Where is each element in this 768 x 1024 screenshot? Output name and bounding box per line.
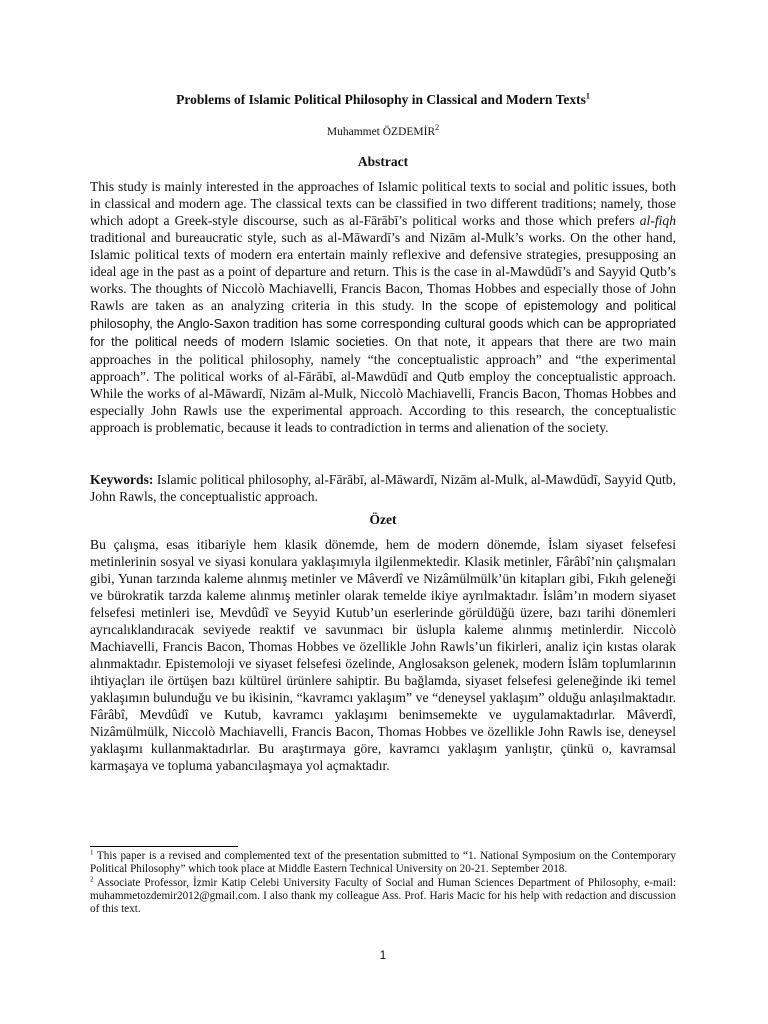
paper-title xyxy=(90,92,676,108)
author-line xyxy=(90,123,676,138)
page-number: 1 xyxy=(379,948,387,962)
footnote-1-mark: 1 xyxy=(90,848,94,857)
abstract-heading: Abstract xyxy=(357,154,409,169)
footnote-separator xyxy=(90,846,238,847)
author-name: Muhammet ÖZDEMİR xyxy=(326,126,436,138)
abstract-italic-term: al-fiqh xyxy=(639,213,676,228)
paper-title-text: Problems of Islamic Political Philosophy in Classical and Modern Texts xyxy=(176,92,586,107)
abstract-body xyxy=(90,178,676,436)
footnote-2-mark: 2 xyxy=(90,874,94,883)
keywords-paragraph xyxy=(90,471,676,505)
abstract-sans-sentence: In the scope of epistemology and political philosophy, the Anglo-Saxon tradition has some corresponding cultural goods which can be appropriated for the political needs of modern Islamic societies. xyxy=(90,299,676,349)
footnotes xyxy=(90,850,676,916)
footnote-2 xyxy=(90,874,676,917)
abstract-text-part-3: On that note, it appears that there are two main approaches in the political philosophy, namely “the conceptualistic approach” and “the experimental approach”. The political works of al-Fārābī, al-Mawdūdī and Qutb employ the conceptualistic approach. While the works of al-Māwardī, Nizām al-Mulk, Niccolò Machiavelli, Francis Bacon, Thomas Hobbes and especially John Rawls use the experimental approach. According to this research, the conceptualistic approach is problematic, because it leads to contradiction in terms and alienation of the society. xyxy=(90,334,676,435)
ozet-heading: Özet xyxy=(369,512,397,527)
abstract-text-part-1: This study is mainly interested in the approaches of Islamic political texts to social and politic issues, both in classical and modern age. The classical texts can be classified in two different traditions; namely, those which adopt a Greek-style discourse, such as al-Fārābī’s political works and those which prefers xyxy=(90,179,676,228)
footnote-1 xyxy=(90,850,676,877)
author-footnote-mark: 2 xyxy=(435,123,440,133)
footnote-1-text: This paper is a revised and complemented text of the presentation submitted to “1. National Symposium on the Contemporary Political Philosophy” which took place at Middle Eastern Technical University on 20-21. September 2018. xyxy=(90,850,676,876)
abstract-text-part-2: traditional and bureaucratic style, such as al-Māwardī’s and Nizām al-Mulk’s works. On the other hand, Islamic political texts of modern era entertain mainly reflexive and defensive strategies, presupposing an ideal age in the past as a point of departure and return. This is the case in al-Mawdūdī’s and Sayyid Qutb’s works. The thoughts of Niccolò Machiavelli, Francis Bacon, Thomas Hobbes and especially those of John Rawls are taken as an analyzing criteria in this study. xyxy=(90,230,676,313)
footnote-2-text: Associate Professor, İzmir Katip Celebi University Faculty of Social and Human Sciences Department of Philosophy, e-mail: muhammetozdemir2012@gmail.com. I also thank my colleague Ass. Prof. Haris Macic for his help with redaction and discussion of this text. xyxy=(90,876,676,916)
keywords-label: Keywords: xyxy=(90,472,154,487)
ozet-body: Bu çalışma, esas itibariyle hem klasik dönemde, hem de modern dönemde, İslam siyaset felsefesi metinlerinin sosyal ve siyasi konulara yaklaşımıyla ilgilenmektedir. Klasik metinler, Fârâbî’nin çalışmaları gibi, Yunan tarzında kaleme alınmış metinler ve Mâverdî ve Nizâmülmülk’ün kitapları gibi, Fıkıh geleneği ve bürokratik tarzda kaleme alınmış metinler olarak temelde ikiye ayrılmaktadır. İslâm’ın modern siyaset felsefesi metinleri ise, Mevdûdî ve Seyyid Kutub’un eserlerinde görüldüğü üzere, bazı tarihi dönemleri ayrıcalıklandıracak seviyede reaktif ve savunmacı bir üslupla kaleme alınmış metinlerdir. Niccolò Machiavelli, Francis Bacon, Thomas Hobbes ve özellikle John Rawls’un fikirleri, analiz için kıstas olarak alınmaktadır. Epistemoloji ve siyaset felsefesi özelinde, Anglosakson gelenek, modern İslâm toplumlarının ihtiyaçları ile örtüşen bazı kültürel ürünlere sahiptir. Bu bağlamda, siyaset felsefesi geleneğinde iki temel yaklaşımın bulunduğu ve bu ikisinin, “kavramcı yaklaşım” ve “deneysel yaklaşım” olduğu anlaşılmaktadır. Fârâbî, Mevdûdî ve Kutub, kavramcı yaklaşımı benimsemekte ve uygulamaktadırlar. Mâverdî, Nizâmülmülk, Niccolò Machiavelli, Francis Bacon, Thomas Hobbes ve özellikle John Rawls ise, deneysel yaklaşımı kullanmaktadırlar. Bu araştırmaya göre, kavramcı yaklaşım yanlıştır, çünkü o, kavramsal karmaşaya ve topluma yabancılaşmaya yol açmaktadır. xyxy=(90,537,676,773)
keywords-list: Islamic political philosophy, al-Fārābī, al-Māwardī, Nizām al-Mulk, al-Mawdūdī, Sayyid Qutb, John Rawls, the conceptualistic approach. xyxy=(90,472,676,504)
title-footnote-mark: 1 xyxy=(585,91,590,101)
